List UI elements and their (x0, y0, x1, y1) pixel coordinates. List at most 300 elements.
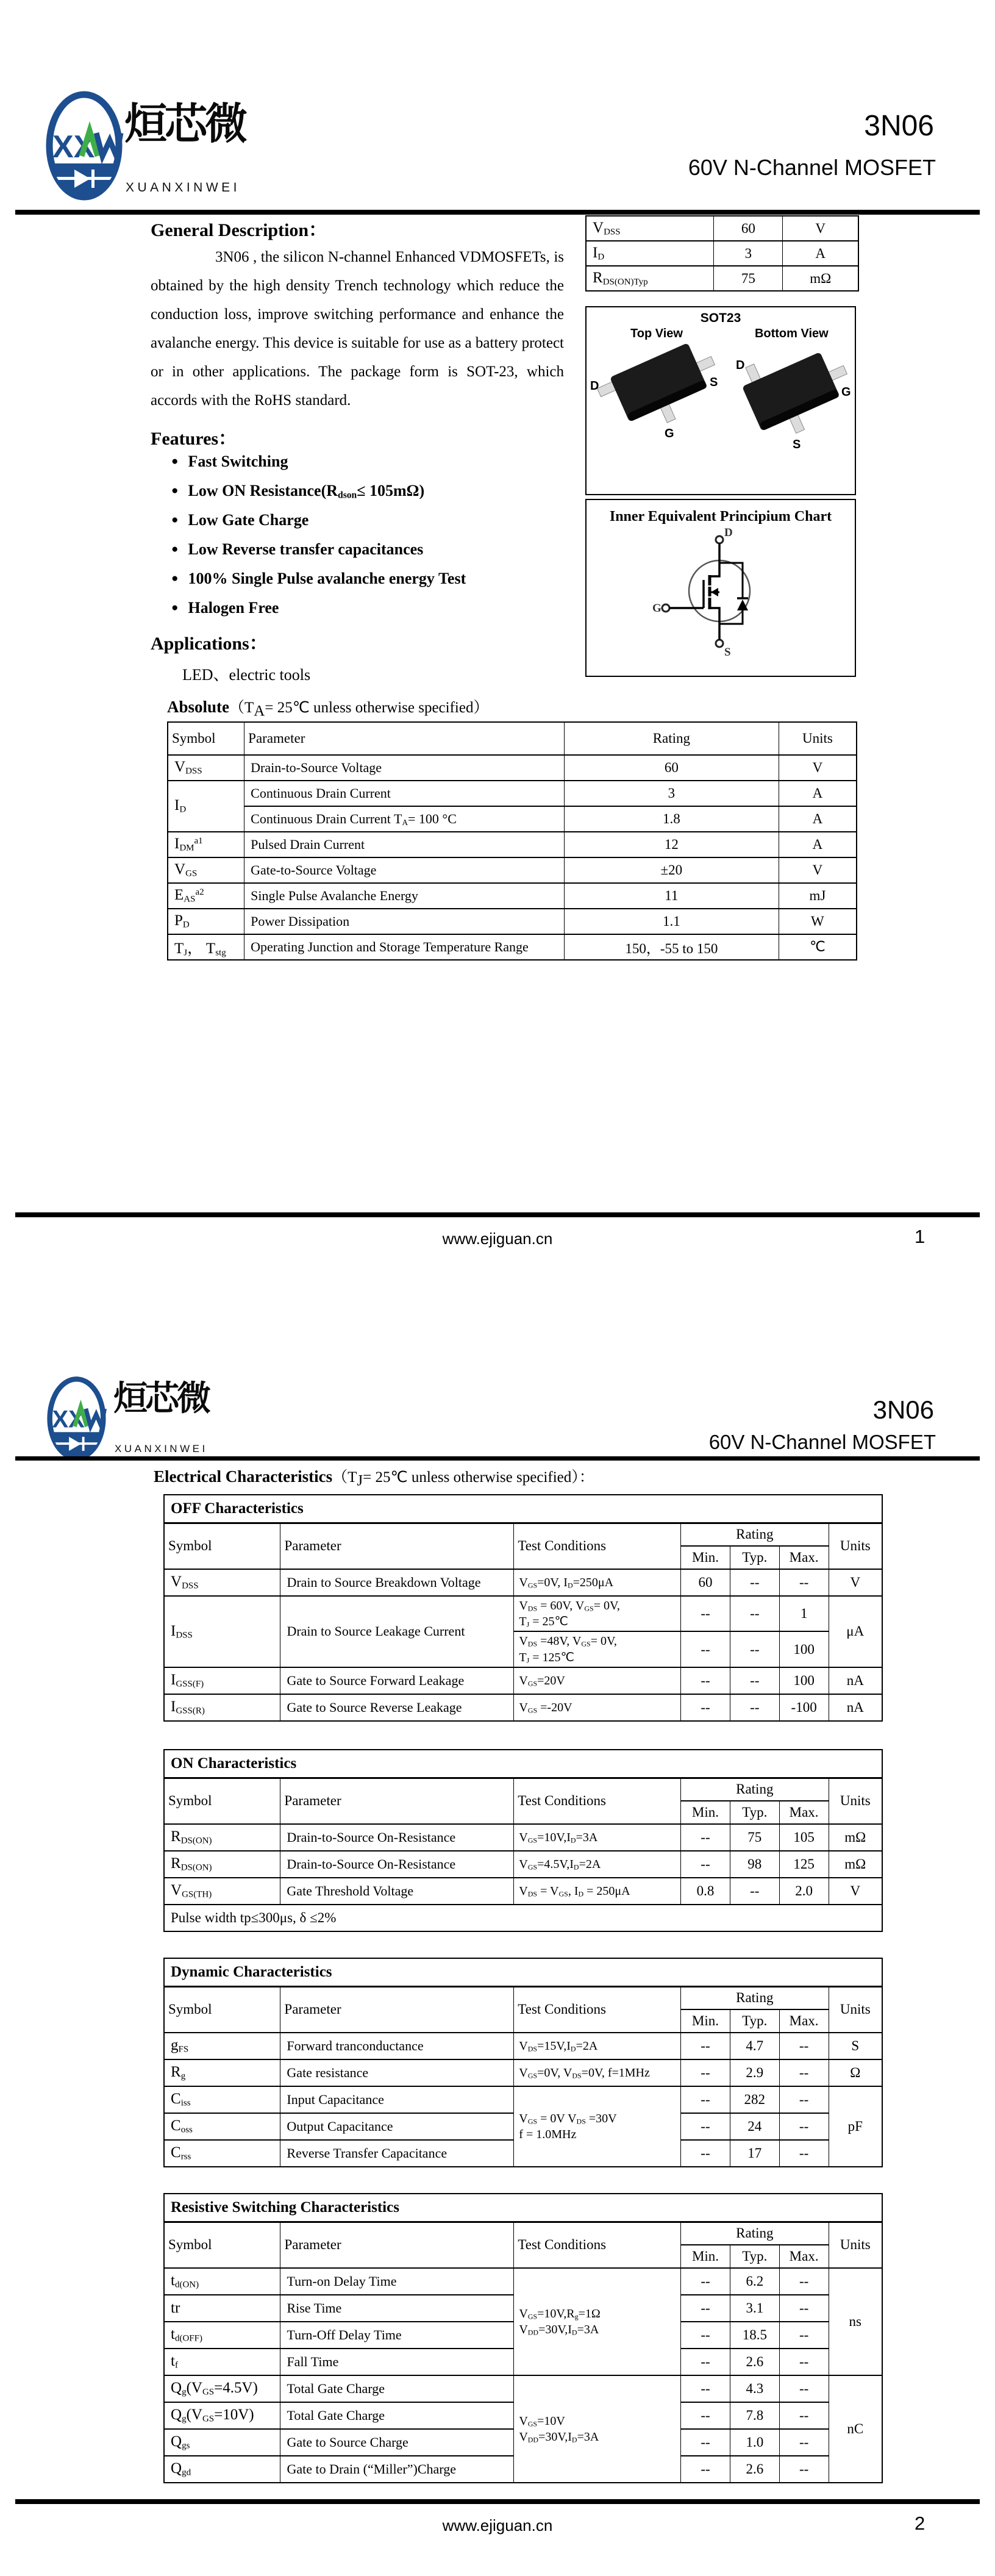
table-cell: -- (779, 2268, 829, 2295)
table-cell: mΩ (829, 1851, 882, 1878)
brand-name-en: XUANXINWEI (115, 1443, 208, 1454)
header-rule (15, 210, 980, 215)
table-cell: Min. (681, 1801, 730, 1824)
section-title-cell: Resistive Switching Characteristics (164, 2194, 882, 2222)
table-cell: Typ. (730, 2245, 779, 2268)
table-cell: -- (681, 2456, 730, 2483)
table-cell: -- (681, 1631, 730, 1667)
table-cell: VGS=10V,Rg=1Ω VDD=30V,ID=3A (514, 2268, 681, 2375)
table-cell: 100 (779, 1667, 829, 1694)
table-cell: Continuous Drain Current TA= 100 °C (244, 806, 565, 832)
table-cell: -- (730, 1596, 779, 1631)
table-cell: -- (779, 2059, 829, 2086)
table-cell: 1.0 (730, 2429, 779, 2456)
table-row (168, 909, 857, 934)
table-cell: -- (681, 2322, 730, 2349)
data-table (167, 721, 857, 961)
table-cell: Rating (681, 2222, 829, 2245)
table-cell: VGS=4.5V,ID=2A (514, 1851, 681, 1878)
table-cell: -- (681, 1851, 730, 1878)
resistive-switching-table (163, 2193, 883, 2483)
table-cell: 3 (714, 241, 783, 266)
data-table (163, 1958, 883, 2167)
table-cell: tf (164, 2349, 280, 2375)
table-cell: Drain to Source Breakdown Voltage (280, 1569, 514, 1596)
table-cell: 105 (779, 1824, 829, 1851)
table-cell: Ciss (164, 2086, 280, 2113)
table-cell: Max. (779, 1546, 829, 1569)
sot23-package-diagram (587, 341, 855, 463)
table-cell: 24 (730, 2113, 779, 2140)
bullet-icon: ● (171, 601, 179, 614)
inner-circuit-title: Inner Equivalent Principium Chart (609, 509, 832, 524)
table-row (586, 241, 858, 266)
table-cell: ID (586, 241, 714, 266)
table-row (168, 857, 857, 883)
table-cell: td(ON) (164, 2268, 280, 2295)
part-number: 3N06 (872, 1395, 934, 1424)
table-cell: -- (681, 1824, 730, 1851)
table-cell: Drain to Source Leakage Current (280, 1596, 514, 1667)
table-cell: 2.0 (779, 1878, 829, 1905)
table-cell: -- (779, 2086, 829, 2113)
table-cell: VDS =48V, VGS= 0V, TJ = 125℃ (514, 1631, 681, 1667)
table-cell: Test Conditions (514, 1778, 681, 1824)
feature-item (171, 511, 466, 540)
table-cell: A (779, 832, 857, 857)
table-row (168, 806, 857, 832)
table-cell: 1.1 (564, 909, 779, 934)
part-number: 3N06 (864, 110, 934, 142)
table-cell: 75 (730, 1824, 779, 1851)
table-cell: RDS(ON) (164, 1851, 280, 1878)
section-title-row (164, 2194, 882, 2222)
table-row (168, 755, 857, 781)
document-subtitle: 60V N-Channel MOSFET (708, 1431, 936, 1453)
footer-url[interactable]: www.ejiguan.cn (442, 1229, 553, 1248)
table-cell: Parameter (280, 1778, 514, 1824)
table-cell: Coss (164, 2113, 280, 2140)
general-description-text: 3N06 , the silicon N-channel Enhanced VDMOSFETs, is obtained by the high density Trench technology which reduce the conduction loss, improve switching performance and enhance the avalanche energy. This device is suitable for use as a battery protect or in other applications. The package form is SOT-23, which accords with the RoHS standard. (151, 249, 564, 409)
table-cell: 100 (779, 1631, 829, 1667)
table-cell: 60 (714, 216, 783, 241)
table-cell: 4.7 (730, 2033, 779, 2059)
table-cell: nA (829, 1694, 882, 1721)
footer-url[interactable]: www.ejiguan.cn (442, 2516, 553, 2535)
table-cell: VDS = 60V, VGS= 0V, TJ = 25℃ (514, 1596, 681, 1631)
top-view-label: Top View (630, 327, 683, 340)
table-cell: A (779, 806, 857, 832)
document-subtitle: 60V N-Channel MOSFET (688, 155, 936, 180)
bullet-icon: ● (171, 543, 179, 556)
header-row (164, 1778, 882, 1801)
table-cell: Fall Time (280, 2349, 514, 2375)
table-cell: -- (730, 1694, 779, 1721)
table-cell: 18.5 (730, 2322, 779, 2349)
table-cell: Min. (681, 1546, 730, 1569)
data-table (163, 2193, 883, 2483)
data-table (163, 1494, 883, 1722)
table-row (164, 1694, 882, 1721)
bullet-icon: ● (171, 572, 179, 585)
table-cell: Drain-to-Source Voltage (244, 755, 565, 781)
table-cell: gFS (164, 2033, 280, 2059)
section-title-cell: Dynamic Characteristics (164, 1958, 882, 1986)
table-cell: 1.8 (564, 806, 779, 832)
mosfet-symbol-icon (647, 526, 794, 658)
table-cell: Crss (164, 2140, 280, 2167)
table-cell: VGS=20V (514, 1667, 681, 1694)
table-cell: -- (779, 2456, 829, 2483)
table-cell: RDS(ON)Typ (586, 266, 714, 291)
table-cell: Parameter (280, 1523, 514, 1569)
table-cell: tr (164, 2295, 280, 2322)
table-cell: Test Conditions (514, 1986, 681, 2033)
table-cell: A (779, 781, 857, 806)
table-cell: -- (681, 2375, 730, 2402)
table-cell: Continuous Drain Current (244, 781, 565, 806)
table-cell: VGS = 0V VDS =30V f = 1.0MHz (514, 2086, 681, 2167)
package-diagram-box (585, 306, 856, 495)
terminal-label: S (724, 646, 731, 658)
table-cell: IGSS(R) (164, 1694, 280, 1721)
table-cell: Typ. (730, 1546, 779, 1569)
table-cell: Ω (829, 2059, 882, 2086)
absolute-ratings-heading-bold: Absolute (167, 698, 230, 716)
table-cell: Gate resistance (280, 2059, 514, 2086)
feature-text: Low Gate Charge (188, 511, 309, 529)
pin-label: S (710, 376, 718, 389)
table-cell: V (829, 1878, 882, 1905)
table-cell: 75 (714, 266, 783, 291)
table-row (164, 1667, 882, 1694)
table-cell: $EAS^{a2}$ (168, 883, 244, 909)
page-number: 1 (915, 1226, 925, 1247)
table-cell: S (829, 2033, 882, 2059)
header-row (164, 1986, 882, 2009)
section-title-cell: ON Characteristics (164, 1750, 882, 1778)
table-cell: Parameter (280, 2222, 514, 2268)
table-cell: Power Dissipation (244, 909, 565, 934)
table-cell: -- (681, 2033, 730, 2059)
feature-item (171, 599, 466, 628)
table-cell: -- (779, 2402, 829, 2429)
table-cell: -- (779, 1569, 829, 1596)
table-cell: Gate-to-Source Voltage (244, 857, 565, 883)
table-row (164, 2375, 882, 2402)
svg-text:XX: XX (52, 129, 95, 165)
table-cell: Single Pulse Avalanche Energy (244, 883, 565, 909)
table-cell: TJ， Tstg (168, 934, 244, 960)
table-cell: Min. (681, 2009, 730, 2033)
table-cell: Reverse Transfer Capacitance (280, 2140, 514, 2167)
table-cell: A (783, 241, 858, 266)
table-cell: -- (681, 1596, 730, 1631)
table-cell: -- (730, 1631, 779, 1667)
off-characteristics-table (163, 1494, 883, 1722)
table-cell: -- (779, 2429, 829, 2456)
table-cell: mJ (779, 883, 857, 909)
feature-text: Low ON Resistance(Rdson≤ 105mΩ) (188, 482, 425, 501)
table-cell: Qg(VGS=4.5V) (164, 2375, 280, 2402)
table-cell: VGS(TH) (164, 1878, 280, 1905)
table-cell: PD (168, 909, 244, 934)
table-cell: VGS (168, 857, 244, 883)
absolute-ratings-heading-rest: （TA= 25℃ unless otherwise specified） (229, 699, 489, 720)
pin-label: S (793, 438, 801, 451)
feature-item (171, 570, 466, 599)
bullet-icon: ● (171, 513, 179, 526)
header-rule (15, 1456, 980, 1461)
feature-text: Low Reverse transfer capacitances (188, 540, 424, 558)
feature-item (171, 540, 466, 570)
note-row (164, 1905, 882, 1931)
pin-label: D (590, 379, 599, 393)
features-heading: Features： (151, 429, 237, 449)
table-cell: Rating (681, 1986, 829, 2009)
table-row (586, 266, 858, 291)
table-cell: VDSS (586, 216, 714, 241)
table-cell: VDS = VGS, ID = 250μA (514, 1878, 681, 1905)
table-cell: Pulse width tp≤300μs, δ ≤2% (164, 1905, 882, 1931)
table-cell: Gate to Source Charge (280, 2429, 514, 2456)
feature-item (171, 453, 466, 482)
table-cell: Test Conditions (514, 2222, 681, 2268)
table-cell: Total Gate Charge (280, 2402, 514, 2429)
brand-logo-icon (46, 1376, 109, 1461)
table-cell: μA (829, 1596, 882, 1667)
terminal-label: G (652, 602, 662, 615)
table-cell: V (783, 216, 858, 241)
table-cell: Parameter (244, 722, 565, 755)
table-cell: pF (829, 2086, 882, 2167)
table-cell: Rg (164, 2059, 280, 2086)
table-row (164, 1596, 882, 1631)
table-row (164, 1851, 882, 1878)
table-cell: -- (681, 2268, 730, 2295)
table-cell: mΩ (829, 1824, 882, 1851)
table-cell: Min. (681, 2245, 730, 2268)
table-cell: -- (779, 2140, 829, 2167)
table-cell: V (779, 755, 857, 781)
table-cell: VGS=10V,ID=3A (514, 1824, 681, 1851)
package-title: SOT23 (700, 311, 741, 325)
table-cell: VGS=0V, ID=250μA (514, 1569, 681, 1596)
section-title-row (164, 1495, 882, 1523)
table-cell: Pulsed Drain Current (244, 832, 565, 857)
section-title-row (164, 1958, 882, 1986)
table-cell: VDSS (168, 755, 244, 781)
table-cell: 98 (730, 1851, 779, 1878)
table-cell: Operating Junction and Storage Temperature Range (244, 934, 565, 960)
table-cell: Rating (564, 722, 779, 755)
table-cell: 60 (564, 755, 779, 781)
terminal-label: D (724, 526, 733, 539)
table-cell: -- (779, 2113, 829, 2140)
table-cell: -- (779, 2349, 829, 2375)
table-cell: IDSS (164, 1596, 280, 1667)
key-spec-table (585, 215, 859, 292)
table-cell: VDS=15V,ID=2A (514, 2033, 681, 2059)
brand-logo-icon (45, 90, 126, 201)
table-cell: Qgs (164, 2429, 280, 2456)
table-row (164, 2033, 882, 2059)
feature-text: Halogen Free (188, 599, 279, 617)
inner-circuit-box (585, 499, 856, 677)
absolute-ratings-table (167, 721, 857, 961)
table-cell: 60 (681, 1569, 730, 1596)
brand-name-cn: 烜芯微 (124, 99, 245, 149)
table-cell: Gate Threshold Voltage (280, 1878, 514, 1905)
pin-label: G (841, 385, 851, 399)
table-cell: Max. (779, 2245, 829, 2268)
table-row (164, 2268, 882, 2295)
table-row (168, 781, 857, 806)
table-cell: RDS(ON) (164, 1824, 280, 1851)
table-cell: Input Capacitance (280, 2086, 514, 2113)
applications-text: LED、electric tools (182, 666, 311, 684)
table-cell: Turn-on Delay Time (280, 2268, 514, 2295)
table-cell: 282 (730, 2086, 779, 2113)
table-cell: -- (779, 2033, 829, 2059)
feature-text: Fast Switching (188, 453, 288, 470)
table-cell: -- (681, 2059, 730, 2086)
feature-text: 100% Single Pulse avalanche energy Test (188, 570, 466, 587)
table-row (164, 2086, 882, 2113)
header-row (168, 722, 857, 755)
table-cell: 3 (564, 781, 779, 806)
table-cell: Typ. (730, 1801, 779, 1824)
table-cell: -- (730, 1878, 779, 1905)
table-cell: Gate to Source Reverse Leakage (280, 1694, 514, 1721)
dynamic-characteristics-table (163, 1958, 883, 2167)
table-cell: -- (681, 1667, 730, 1694)
table-cell: 0.8 (681, 1878, 730, 1905)
table-cell: -- (730, 1667, 779, 1694)
table-cell: Symbol (164, 1986, 280, 2033)
table-cell: Rise Time (280, 2295, 514, 2322)
table-cell: Typ. (730, 2009, 779, 2033)
table-cell: 4.3 (730, 2375, 779, 2402)
absolute-ratings-heading (167, 695, 488, 720)
pin-label: D (736, 359, 745, 372)
table-cell: td(OFF) (164, 2322, 280, 2349)
table-cell: Units (829, 1986, 882, 2033)
data-table (163, 1749, 883, 1932)
on-characteristics-table (163, 1749, 883, 1932)
footer-rule (15, 2499, 980, 2504)
table-cell: -- (779, 2322, 829, 2349)
bottom-view-label: Bottom View (754, 327, 829, 340)
table-cell: -100 (779, 1694, 829, 1721)
table-cell: 3.1 (730, 2295, 779, 2322)
table-row (164, 1824, 882, 1851)
page-number: 2 (915, 2513, 925, 2534)
table-cell: Gate to Drain (“Miller”)Charge (280, 2456, 514, 2483)
table-cell: -- (779, 2375, 829, 2402)
section-title-row (164, 1750, 882, 1778)
footer-rule (15, 1212, 980, 1217)
table-cell: Drain-to-Source On-Resistance (280, 1851, 514, 1878)
table-cell: V (779, 857, 857, 883)
header-row (164, 1523, 882, 1546)
table-cell: Symbol (168, 722, 244, 755)
pin-label: G (665, 427, 674, 440)
data-table (585, 215, 859, 292)
table-cell: Qg(VGS=10V) (164, 2402, 280, 2429)
table-cell: VDSS (164, 1569, 280, 1596)
table-cell: Gate to Source Forward Leakage (280, 1667, 514, 1694)
table-cell: Max. (779, 1801, 829, 1824)
table-cell: mΩ (783, 266, 858, 291)
table-cell: ns (829, 2268, 882, 2375)
table-cell: -- (681, 2295, 730, 2322)
table-cell: 12 (564, 832, 779, 857)
bullet-icon: ● (171, 484, 179, 497)
table-cell: Qgd (164, 2456, 280, 2483)
table-cell: 150，-55 to 150 (564, 934, 779, 960)
table-cell: ℃ (779, 934, 857, 960)
table-cell: ID (168, 781, 244, 832)
table-cell: Units (779, 722, 857, 755)
table-cell: Units (829, 1523, 882, 1569)
table-cell: VGS=10V VDD=30V,ID=3A (514, 2375, 681, 2483)
table-cell: -- (681, 2140, 730, 2167)
table-row (164, 1878, 882, 1905)
table-row (164, 2059, 882, 2086)
table-cell: Total Gate Charge (280, 2375, 514, 2402)
table-row (168, 883, 857, 909)
table-cell: -- (681, 2349, 730, 2375)
table-row (586, 216, 858, 241)
table-row (164, 1569, 882, 1596)
table-cell: -- (681, 1694, 730, 1721)
table-cell: nC (829, 2375, 882, 2483)
table-cell: IGSS(F) (164, 1667, 280, 1694)
table-cell: 7.8 (730, 2402, 779, 2429)
table-cell: Parameter (280, 1986, 514, 2033)
table-cell: Units (829, 1778, 882, 1824)
table-cell: Output Capacitance (280, 2113, 514, 2140)
table-cell: 2.6 (730, 2456, 779, 2483)
table-cell: 17 (730, 2140, 779, 2167)
table-cell: Rating (681, 1778, 829, 1801)
table-cell: -- (681, 2402, 730, 2429)
table-cell: Test Conditions (514, 1523, 681, 1569)
applications-heading: Applications： (151, 634, 268, 654)
electrical-characteristics-heading-bold: Electrical Characteristics (154, 1467, 333, 1486)
table-cell: 125 (779, 1851, 829, 1878)
table-cell: -- (681, 2113, 730, 2140)
table-cell: -- (779, 2295, 829, 2322)
table-cell: Rating (681, 1523, 829, 1546)
table-cell: 2.9 (730, 2059, 779, 2086)
table-cell: Symbol (164, 1523, 280, 1569)
header-row (164, 2222, 882, 2245)
section-title-cell: OFF Characteristics (164, 1495, 882, 1523)
table-cell: Max. (779, 2009, 829, 2033)
table-cell: ±20 (564, 857, 779, 883)
general-description-heading: General Description： (151, 220, 327, 240)
table-cell: Forward tranconductance (280, 2033, 514, 2059)
electrical-characteristics-heading (154, 1465, 594, 1490)
table-row (168, 832, 857, 857)
table-cell: -- (681, 2429, 730, 2456)
table-cell: VGS=0V, VDS=0V, f=1MHz (514, 2059, 681, 2086)
table-cell: Symbol (164, 2222, 280, 2268)
svg-text:XX: XX (52, 1406, 85, 1433)
table-row (168, 934, 857, 960)
